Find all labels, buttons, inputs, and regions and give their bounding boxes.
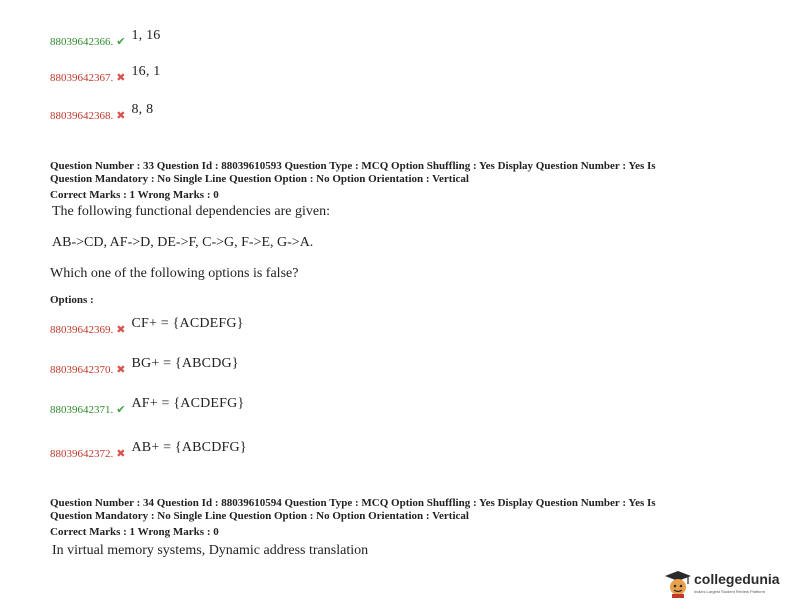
logo-name: collegedunia [694, 571, 780, 587]
option-text: CF+ = {ACDEFG} [131, 316, 244, 331]
header-line: Question Mandatory : No Single Line Question Option : No Option Orientation : Vertical [50, 173, 469, 185]
option-text: 8, 8 [131, 102, 154, 117]
question-stem: The following functional dependencies are given: [52, 204, 330, 219]
cross-icon: ✖ [116, 324, 126, 336]
option-row [50, 102, 154, 124]
marks-info: Correct Marks : 1 Wrong Marks : 0 [50, 526, 219, 538]
functional-dependencies: AB->CD, AF->D, DE->F, C->G, F->E, G->A. [52, 235, 314, 250]
option-row [50, 440, 247, 462]
option-id: 88039642367. [50, 72, 114, 84]
option-text: BG+ = {ABCDG} [131, 356, 239, 371]
option-text: 1, 16 [131, 28, 161, 43]
marks-info: Correct Marks : 1 Wrong Marks : 0 [50, 189, 219, 201]
question-text: Which one of the following options is false? [50, 266, 299, 281]
option-row [50, 64, 161, 86]
option-text: 16, 1 [131, 64, 161, 79]
cross-icon: ✖ [116, 110, 126, 122]
option-row [50, 316, 244, 338]
mascot-icon [664, 569, 692, 599]
option-id: 88039642366. [50, 36, 114, 48]
question-header [50, 160, 750, 186]
option-row [50, 396, 245, 418]
header-line: Question Number : 33 Question Id : 88039610593 Question Type : MCQ Option Shuffling : Yes Display Question Number : Yes Is [50, 160, 656, 172]
option-id: 88039642368. [50, 110, 114, 122]
question-header [50, 497, 750, 523]
header-line: Question Number : 34 Question Id : 88039610594 Question Type : MCQ Option Shuffling : Yes Display Question Number : Yes Is [50, 497, 656, 509]
option-row [50, 28, 161, 50]
option-row [50, 356, 239, 378]
check-icon: ✔ [116, 36, 126, 48]
option-text: AF+ = {ACDEFG} [131, 396, 245, 411]
cross-icon: ✖ [116, 72, 126, 84]
question-stem: In virtual memory systems, Dynamic address translation [52, 543, 369, 558]
option-id: 88039642371. [50, 404, 114, 416]
header-line: Question Mandatory : No Single Line Question Option : No Option Orientation : Vertical [50, 510, 469, 522]
option-text: AB+ = {ABCDFG} [131, 440, 247, 455]
cross-icon: ✖ [116, 364, 126, 376]
check-icon: ✔ [116, 404, 126, 416]
option-id: 88039642370. [50, 364, 114, 376]
logo-tagline: India's Largest Student Review Platform [694, 589, 766, 594]
options-label: Options : [50, 294, 94, 306]
collegedunia-logo [664, 569, 784, 603]
option-id: 88039642372. [50, 448, 114, 460]
option-id: 88039642369. [50, 324, 114, 336]
cross-icon: ✖ [116, 448, 126, 460]
